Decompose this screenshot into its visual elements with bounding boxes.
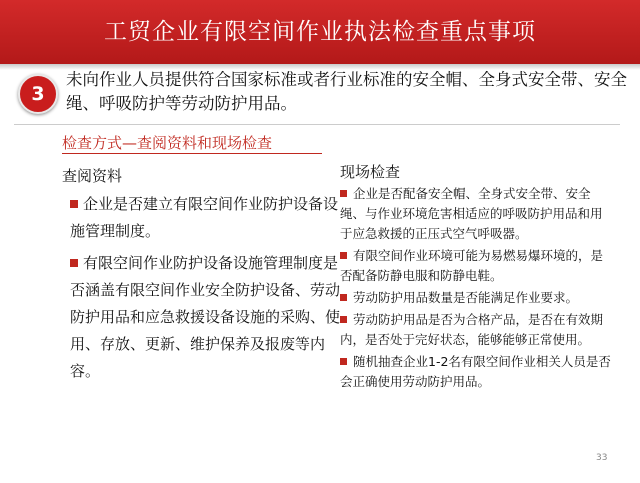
inspection-method-title: 检查方式—查阅资料和现场检查 xyxy=(62,134,273,152)
slide-title: 工贸企业有限空间作业执法检查重点事项 xyxy=(104,19,536,45)
list-item xyxy=(340,184,612,244)
list-item-text: 劳动防护用品数量是否能满足作业要求。 xyxy=(353,290,579,305)
item-text: 未向作业人员提供符合国家标准或者行业标准的安全帽、全身式安全带、安全绳、呼吸防护等劳动防护用品。 xyxy=(66,70,627,113)
square-bullet-icon xyxy=(340,190,347,197)
list-item-text: 企业是否建立有限空间作业防护设备设施管理制度。 xyxy=(70,195,339,240)
list-item xyxy=(70,191,340,245)
inspection-method-underline xyxy=(62,153,322,154)
list-item xyxy=(340,246,612,286)
right-column-list xyxy=(340,184,612,394)
page-number: 33 xyxy=(596,453,608,463)
list-item xyxy=(70,250,340,385)
item-number-badge xyxy=(18,74,58,114)
square-bullet-icon xyxy=(70,200,78,208)
item-number: 3 xyxy=(31,83,45,105)
divider-line xyxy=(14,124,620,125)
square-bullet-icon xyxy=(340,316,347,323)
square-bullet-icon xyxy=(70,259,78,267)
list-item-text: 劳动防护用品是否为合格产品，是否在有效期内，是否处于完好状态，能够能够正常使用。 xyxy=(340,312,604,347)
square-bullet-icon xyxy=(340,252,347,259)
list-item xyxy=(340,288,612,308)
left-column-list xyxy=(70,191,340,390)
square-bullet-icon xyxy=(340,358,347,365)
list-item xyxy=(340,310,612,350)
list-item-text: 有限空间作业环境可能为易燃易爆环境的，是否配备防静电服和防静电鞋。 xyxy=(340,248,604,283)
list-item-text: 随机抽查企业1-2名有限空间作业相关人员是否会正确使用劳动防护用品。 xyxy=(340,354,611,389)
list-item xyxy=(340,352,612,392)
right-column-heading: 现场检查 xyxy=(340,163,401,181)
list-item-text: 企业是否配备安全帽、全身式安全带、安全绳、与作业环境危害相适应的呼吸防护用品和用于应急救援的正压式空气呼吸器。 xyxy=(340,186,603,241)
left-column-heading: 查阅资料 xyxy=(62,167,123,185)
list-item-text: 有限空间作业防护设备设施管理制度是否涵盖有限空间作业安全防护设备、劳动防护用品和应急救援设备设施的采购、使用、存放、更新、维护保养及报废等内容。 xyxy=(70,254,341,380)
square-bullet-icon xyxy=(340,294,347,301)
